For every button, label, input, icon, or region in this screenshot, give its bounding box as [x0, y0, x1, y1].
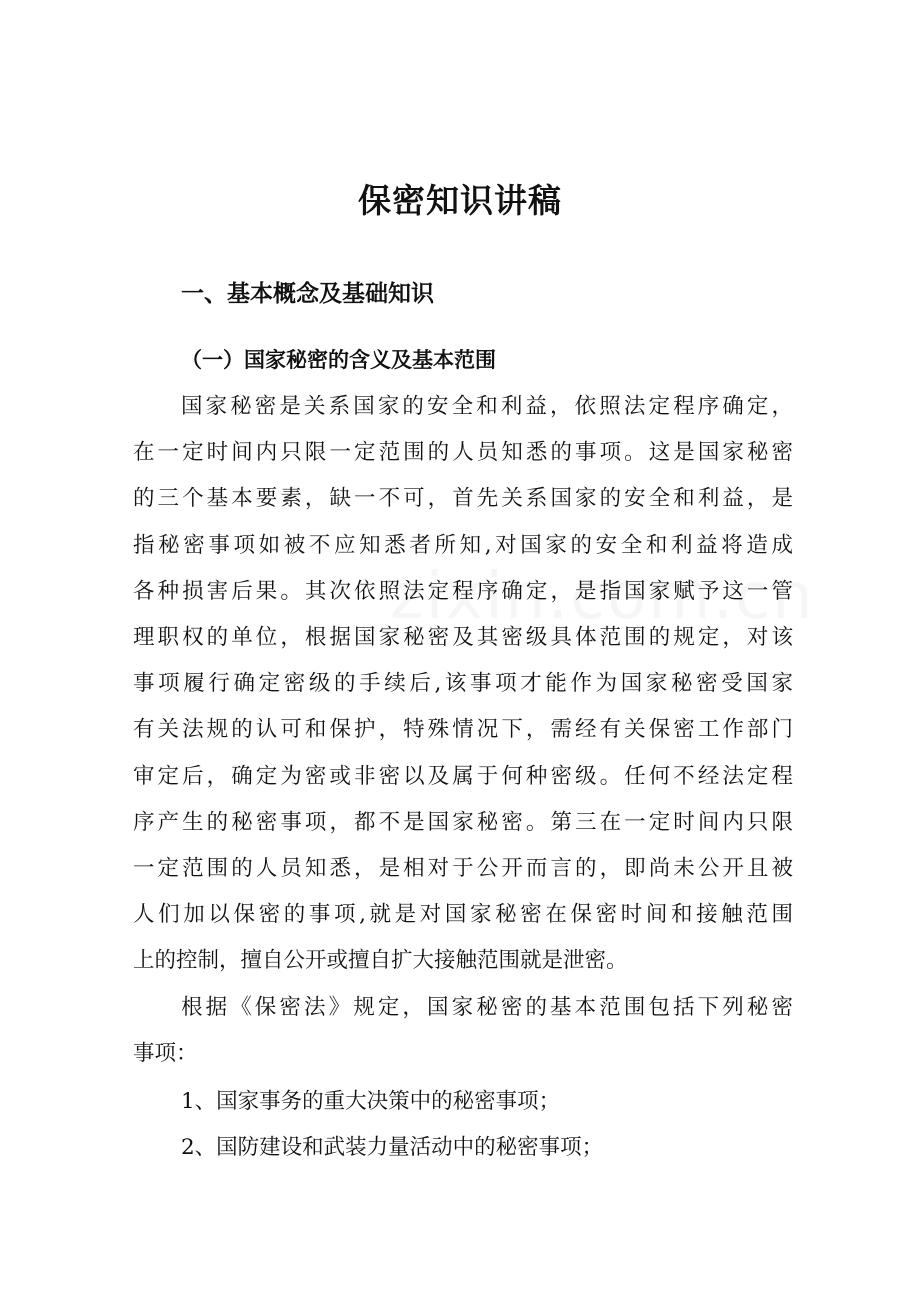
- paragraph-line: 根据《保密法》规定，国家秘密的基本范围包括下列秘密: [181, 995, 793, 1020]
- paragraph-line: 有关法规的认可和保护，特殊情况下，需经有关保密工作部门: [133, 717, 793, 743]
- paragraph-line: 理职权的单位，根据国家秘密及其密级具体范围的规定，对该: [133, 624, 793, 650]
- section-heading: 一、基本概念及基础知识: [181, 281, 434, 307]
- paragraph-scope: [133, 985, 793, 1077]
- paragraph-line: 指秘密事项如被不应知悉者所知,对国家的安全和利益将造成: [133, 532, 793, 558]
- paragraph-line: 国家秘密是关系国家的安全和利益，依照法定程序确定，: [181, 394, 793, 419]
- sub-heading: （一）国家秘密的含义及基本范围: [181, 347, 496, 372]
- paragraph-line: 事项履行确定密级的手续后,该事项才能作为国家秘密受国家: [133, 671, 793, 697]
- paragraph-line: 上的控制，擅自公开或擅自扩大接触范围就是泄密。: [133, 948, 628, 974]
- list-item: 1、国家事务的重大决策中的秘密事项；: [181, 1089, 561, 1114]
- document-title: 保密知识讲稿: [358, 181, 562, 220]
- paragraph-definition: [133, 384, 793, 984]
- paragraph-line: 序产生的秘密事项，都不是国家秘密。第三在一定时间内只限: [133, 809, 793, 835]
- paragraph-line: 的三个基本要素，缺一不可，首先关系国家的安全和利益，是: [133, 486, 793, 512]
- paragraph-line: 在一定时间内只限一定范围的人员知悉的事项。这是国家秘密: [133, 440, 793, 466]
- list-item: 2、国防建设和武装力量活动中的秘密事项；: [181, 1135, 604, 1160]
- paragraph-line: 各种损害后果。其次依照法定程序确定，是指国家赋予这一管: [133, 578, 793, 604]
- paragraph-line: 审定后，确定为密或非密以及属于何种密级。任何不经法定程: [133, 763, 793, 789]
- paragraph-line: 事项：: [133, 1041, 198, 1067]
- paragraph-line: 一定范围的人员知悉，是相对于公开而言的，即尚未公开且被: [133, 855, 793, 881]
- paragraph-line: 人们加以保密的事项,就是对国家秘密在保密时间和接触范围: [133, 902, 793, 928]
